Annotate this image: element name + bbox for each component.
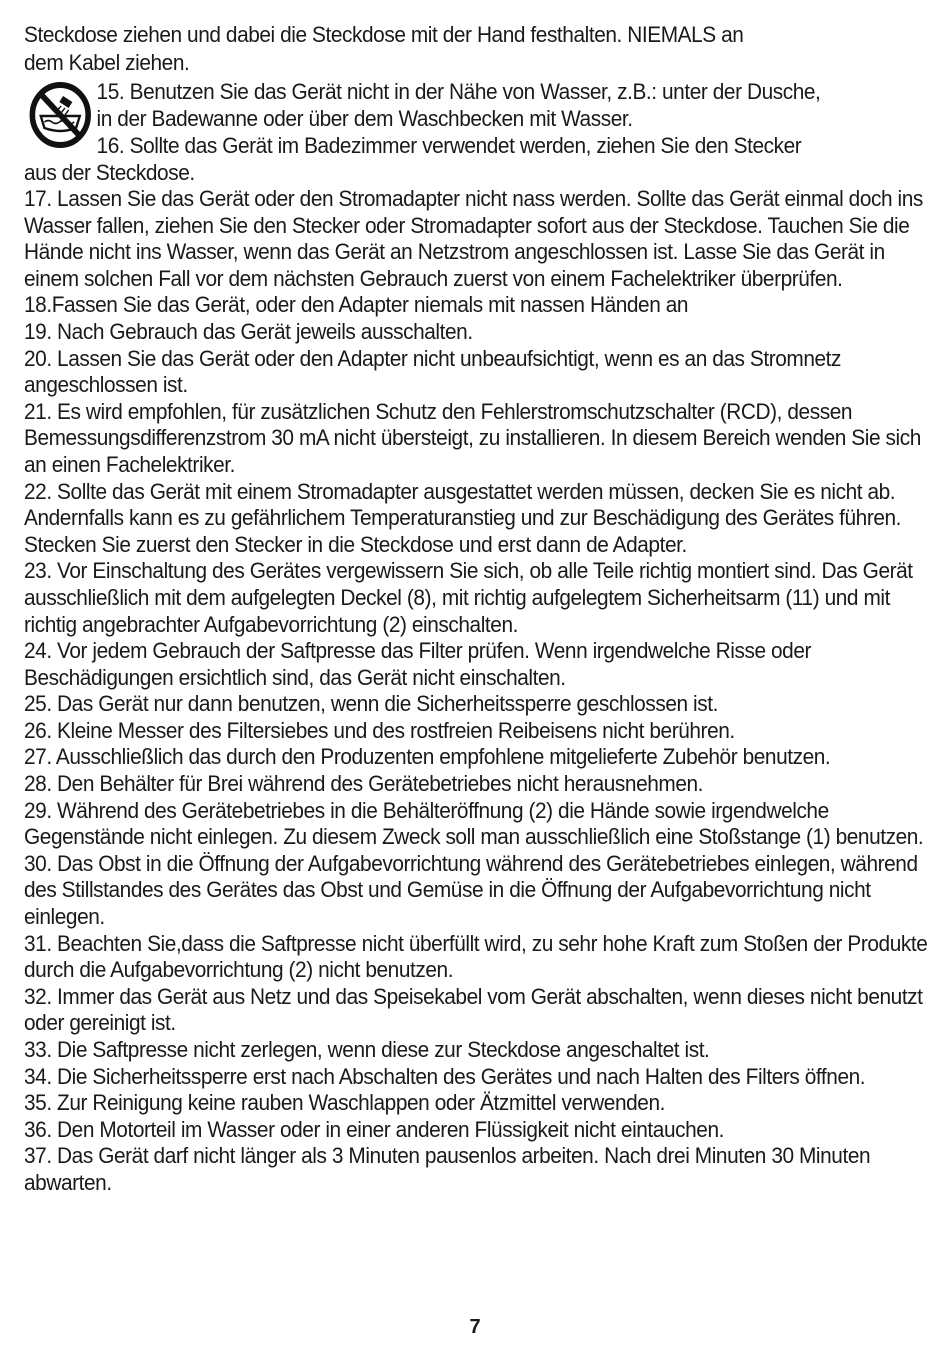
item-15-line-2: in der Badewanne oder über dem Waschbecken mit Wasser.	[96, 106, 633, 131]
page-number: 7	[469, 1316, 481, 1338]
list-item: 27. Ausschließlich das durch den Produzenten empfohlene mitgelieferte Zubehör benutzen.	[24, 744, 831, 770]
list-item: 29. Während des Gerätebetriebes in die Behälteröffnung (2) die Hände sowie irgendwelche Gegenstände nicht einlegen. Zu diesem Zweck soll man ausschließlich eine Stoßstange (1) benutzen.	[24, 797, 924, 850]
no-water-prohibition-icon	[28, 80, 93, 150]
list-item: 37. Das Gerät darf nicht länger als 3 Minuten pausenlos arbeiten. Nach drei Minuten 30 Minuten abwarten.	[24, 1143, 871, 1195]
list-item: 24. Vor jedem Gebrauch der Saftpresse das Filter prüfen. Wenn irgendwelche Risse oder Beschädigungen ersichtlich sind, das Gerät nicht einschalten.	[24, 638, 812, 690]
list-item: 26. Kleine Messer des Filtersiebes und des rostfreien Reibeisens nicht berühren.	[24, 717, 735, 743]
item-16-line-1: 16. Sollte das Gerät im Badezimmer verwendet werden, ziehen Sie den Stecker	[96, 133, 802, 158]
list-item: 25. Das Gerät nur dann benutzen, wenn die Sicherheitssperre geschlossen ist.	[24, 691, 718, 717]
list-item: 32. Immer das Gerät aus Netz und das Speisekabel vom Gerät abschalten, wenn dieses nicht benutzt oder gereinigt ist.	[24, 983, 923, 1036]
list-item: 20. Lassen Sie das Gerät oder den Adapter nicht unbeaufsichtigt, wenn es an das Stromnetz angeschlossen ist.	[24, 345, 842, 398]
list-item: 17. Lassen Sie das Gerät oder den Stromadapter nicht nass werden. Sollte das Gerät einmal doch ins Wasser fallen, ziehen Sie den Stecker oder Stromadapter sofort aus der Steckdose. Tauchen Sie die Hände nicht ins Wasser, wenn das Gerät an Netzstrom angeschlossen ist. Lasse Sie das Gerät in einem solchen Fall vor dem nächsten Gebrauch zuerst von einem Fachelektriker überprüfen.	[24, 186, 923, 291]
intro-line-1: Steckdose ziehen und dabei die Steckdose mit der Hand festhalten. NIEMALS an	[24, 22, 744, 47]
list-item: 22. Sollte das Gerät mit einem Stromadapter ausgestattet werden müssen, decken Sie es nicht ab. Andernfalls kann es zu gefährlichem Temperaturanstieg und zur Beschädigung des Gerätes führen. Stecken Sie zuerst den Stecker in die Steckdose und erst dann de Adapter.	[24, 478, 902, 557]
list-item: 30. Das Obst in die Öffnung der Aufgabevorrichtung während des Gerätebetriebes einlegen, während des Stillstandes des Gerätes das Obst und Gemüse in die Öffnung der Aufgabevorrichtung nicht einlegen.	[24, 850, 918, 930]
list-item: 19. Nach Gebrauch das Gerät jeweils ausschalten.	[24, 318, 473, 344]
list-item: 21. Es wird empfohlen, für zusätzlichen Schutz den Fehlerstromschutzschalter (RCD), dessen Bemessungsdifferenzstrom 30 mA nicht übersteigt, zu installieren. In diesem Bereich wenden Sie sich an einen Fachelektriker.	[24, 398, 921, 477]
list-item: 23. Vor Einschaltung des Gerätes vergewissern Sie sich, ob alle Teile richtig montiert sind. Das Gerät ausschließlich mit dem aufgelegten Deckel (8), mit richtig aufgelegtem Sicherheitsarm (11) und mit richtig angebrachter Aufgabevorrichtung (2) einschalten.	[24, 558, 913, 637]
list-item: 18.Fassen Sie das Gerät, oder den Adapter niemals mit nassen Händen an	[24, 292, 689, 318]
list-item: 31. Beachten Sie,dass die Saftpresse nicht überfüllt wird, zu sehr hohe Kraft zum Stoßen der Produkte durch die Aufgabevorrichtung (2) nicht benutzen.	[24, 930, 928, 983]
list-item: 33. Die Saftpresse nicht zerlegen, wenn diese zur Steckdose angeschaltet ist.	[24, 1037, 710, 1062]
item-16-line-2: aus der Steckdose.	[24, 160, 195, 185]
water-warning-block	[24, 78, 942, 186]
intro-line-2: dem Kabel ziehen.	[24, 50, 190, 75]
list-item: 28. Den Behälter für Brei während des Gerätebetriebes nicht herausnehmen.	[24, 771, 704, 797]
list-item: 35. Zur Reinigung keine rauben Waschlappen oder Ätzmittel verwenden.	[24, 1090, 665, 1116]
item-15-line-1: 15. Benutzen Sie das Gerät nicht in der Nähe von Wasser, z.B.: unter der Dusche,	[96, 79, 821, 104]
list-item: 36. Den Motorteil im Wasser oder in einer anderen Flüssigkeit nicht eintauchen.	[24, 1116, 724, 1142]
list-item: 34. Die Sicherheitssperre erst nach Abschalten des Gerätes und nach Halten des Filters öffnen.	[24, 1063, 866, 1089]
safety-items-list	[24, 186, 942, 1197]
document-page	[24, 20, 942, 1197]
